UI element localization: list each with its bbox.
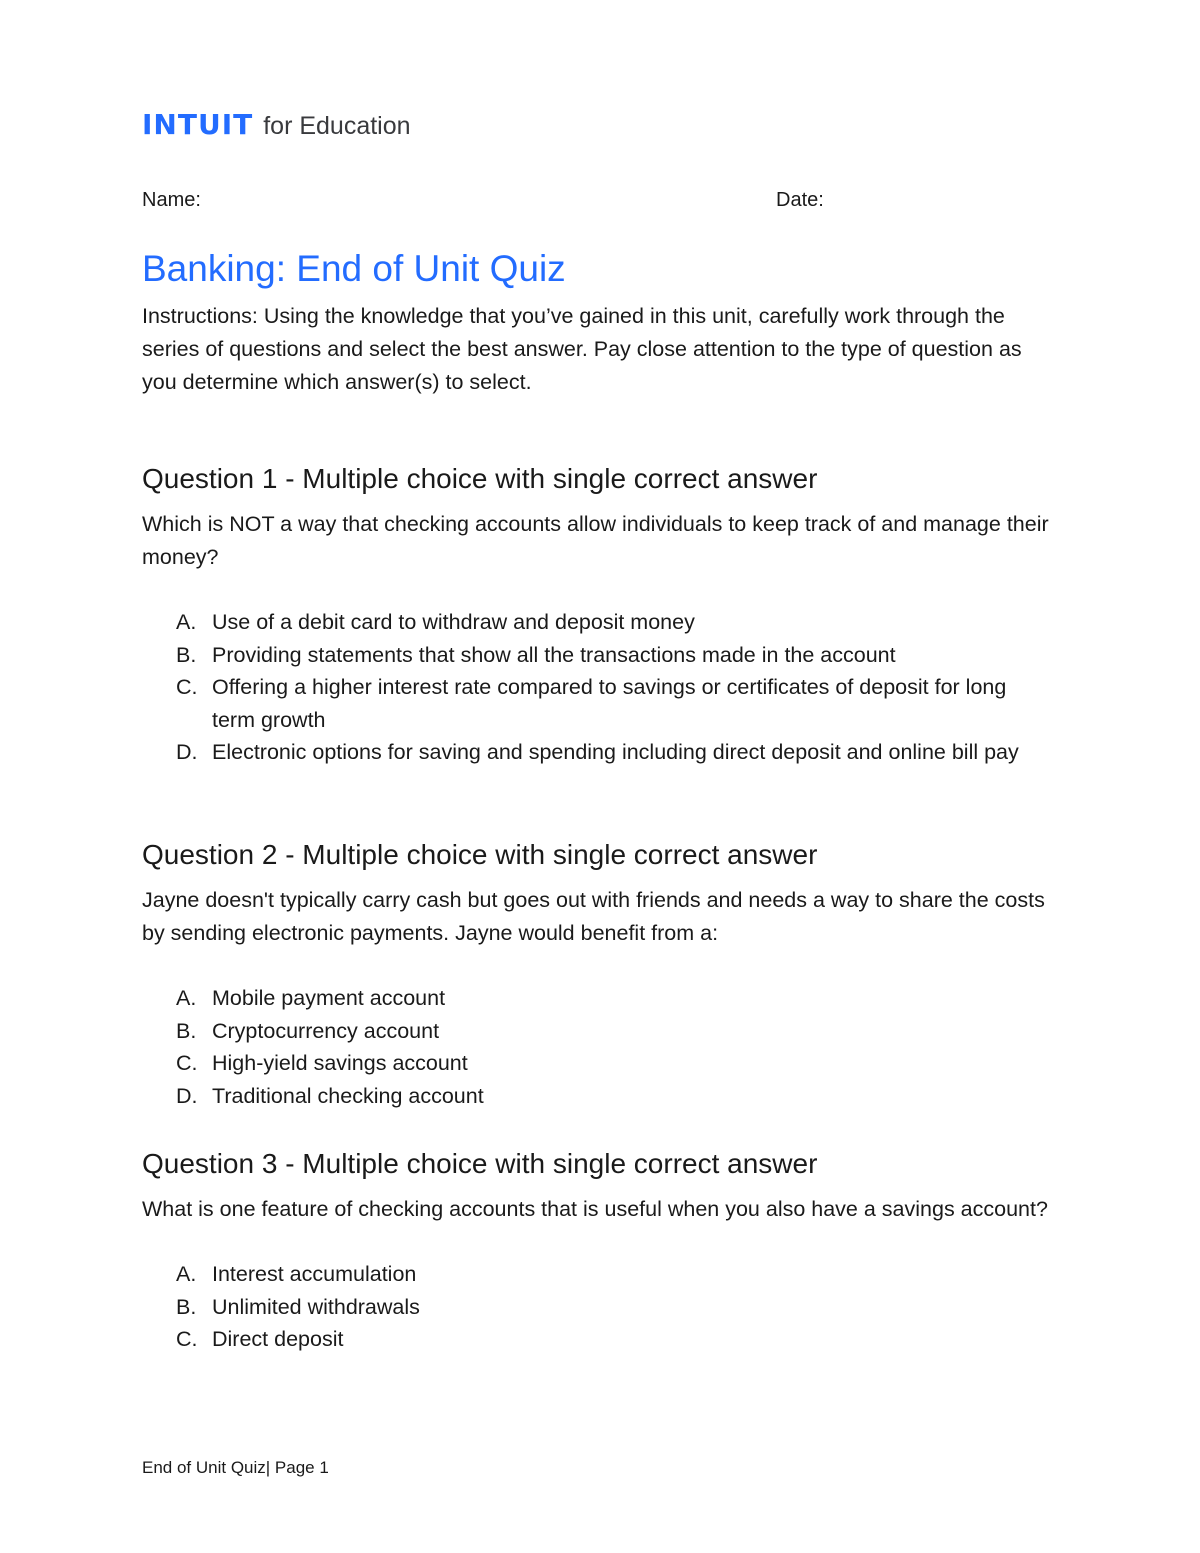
option-text: Electronic options for saving and spending including direct deposit and online bill pay: [212, 740, 1019, 764]
question-heading: Question 1 - Multiple choice with single correct answer: [142, 463, 818, 494]
answer-option: [142, 671, 1052, 736]
name-label: Name:: [142, 189, 201, 211]
option-letter: B.: [176, 1018, 197, 1043]
option-text: Cryptocurrency account: [212, 1018, 440, 1043]
option-text: Use of a debit card to withdraw and deposit money: [212, 610, 695, 634]
answer-option: [142, 639, 1052, 672]
answer-option: [142, 1015, 1052, 1048]
page-footer: End of Unit Quiz| Page 1: [142, 1458, 329, 1477]
page-title: Banking: End of Unit Quiz: [142, 248, 566, 289]
option-text: Interest accumulation: [212, 1262, 417, 1286]
answer-option: [142, 606, 1052, 639]
option-letter: A.: [176, 1262, 197, 1286]
option-text: Offering a higher interest rate compared to savings or certificates of deposit for long term growth: [212, 675, 1007, 732]
question-text: Jayne doesn't typically carry cash but goes out with friends and needs a way to share the costs by sending electronic payments. Jayne would benefit from a:: [142, 888, 1045, 945]
answer-options: [142, 982, 1052, 1112]
date-label: Date:: [776, 189, 824, 211]
option-text: Providing statements that show all the transactions made in the account: [212, 642, 896, 667]
option-text: Mobile payment account: [212, 986, 446, 1010]
logo-subtitle: for Education: [263, 112, 411, 140]
option-text: Traditional checking account: [212, 1083, 484, 1108]
document-page: [142, 0, 1062, 1553]
question-heading: Question 2 - Multiple choice with single correct answer: [142, 839, 818, 870]
option-text: Unlimited withdrawals: [212, 1294, 420, 1319]
option-letter: C.: [176, 1051, 198, 1075]
option-text: Direct deposit: [212, 1327, 344, 1351]
answer-option: [142, 1047, 1052, 1080]
option-letter: B.: [176, 1294, 197, 1319]
option-letter: B.: [176, 642, 197, 667]
answer-options: [142, 1258, 1052, 1356]
question-text: What is one feature of checking accounts that is useful when you also have a savings account?: [142, 1197, 1048, 1221]
option-letter: A.: [176, 986, 197, 1010]
answer-option: [142, 982, 1052, 1015]
question-text: Which is NOT a way that checking accounts allow individuals to keep track of and manage their money?: [142, 512, 1049, 569]
question-heading: Question 3 - Multiple choice with single correct answer: [142, 1148, 818, 1179]
answer-option: [142, 1080, 1052, 1113]
option-letter: C.: [176, 1327, 198, 1351]
question-1: [142, 462, 1052, 769]
question-3: [142, 1147, 1052, 1356]
instructions-text: Instructions: Using the knowledge that you’ve gained in this unit, carefully work through the series of questions and select the best answer. Pay close attention to the type of question as you determine which answer(s) to select.: [142, 304, 1022, 394]
option-text: High-yield savings account: [212, 1051, 468, 1075]
option-letter: A.: [176, 610, 197, 634]
answer-option: [142, 1291, 1052, 1324]
answer-option: [142, 736, 1052, 769]
option-letter: D.: [176, 740, 198, 764]
intuit-education-logo: [142, 108, 411, 141]
answer-option: [142, 1323, 1052, 1356]
option-letter: C.: [176, 675, 198, 699]
answer-options: [142, 606, 1052, 769]
answer-option: [142, 1258, 1052, 1291]
question-2: [142, 838, 1052, 1112]
option-letter: D.: [176, 1083, 198, 1108]
logo-brand-text: INTUIT: [142, 108, 254, 141]
